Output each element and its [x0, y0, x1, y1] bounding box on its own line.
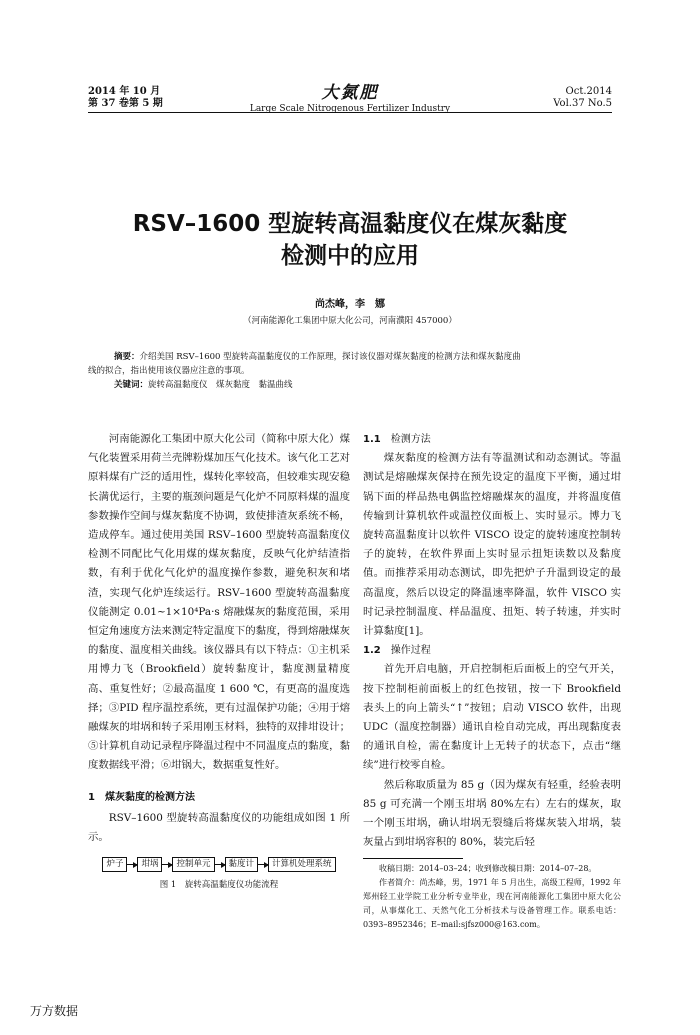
flow-box-control-unit: 控制单元 — [172, 857, 214, 872]
section-1-2-heading — [363, 641, 621, 660]
flow-box-viscometer: 黏度计 — [225, 857, 259, 872]
header-volume: 第 37 卷第 5 期 — [88, 98, 163, 109]
abstract-text-1: 介绍美国 RSV–1600 型旋转高温黏度仪的工作原理，探讨该仪器对煤灰黏度的检测方法和煤灰黏度曲 — [139, 352, 521, 362]
section-1-1-heading — [363, 430, 621, 449]
abstract-block — [88, 350, 612, 392]
footnotes — [363, 862, 621, 932]
abstract-line-1 — [88, 350, 612, 364]
header-volume-en: Vol.37 No.5 — [553, 98, 612, 109]
footnote-received: 收稿日期：2014–03–24；收到修改稿日期：2014–07–28。 — [379, 864, 597, 874]
section-1-1-number: 1.1 — [363, 434, 381, 445]
flow-box-computer: 计算机处理系统 — [268, 857, 336, 872]
flow-arrow — [127, 864, 137, 865]
section-1-text: RSV–1600 型旋转高温黏度仪的功能组成如图 1 所示。 — [88, 811, 350, 844]
right-column — [363, 430, 621, 932]
function-flow-diagram — [88, 857, 350, 872]
section-1-number: 1 — [88, 791, 95, 803]
article-title — [0, 208, 700, 272]
intro-paragraph: 河南能源化工集团中原大化公司（简称中原大化）煤气化装置采用荷兰壳牌粉煤加压气化技术。该气化工艺对原料煤有广泛的适用性，煤转化率较高，但较难实现安稳长满优运行，主要的瓶颈问题是气化炉不同原料煤的温度参数操作空间与煤灰黏度不协调，致使排渣灰系统不畅，造成停车。通过使用美国 RSV–1600 型旋转高温黏度仪检测不同配比气化用煤的煤灰黏度，反映气化炉结渣指数，有利于优化气化炉的温度操作参数，避免积灰和堵渣，实现气化炉连续运行。RSV–1600 型旋转高温黏度仪能测定 0.01~1×10⁴Pa·s 熔融煤灰的黏度范围，采用恒定角速度方法来测定特定温度下的黏度，得到熔融煤灰的黏度、温度相关曲线。该仪器具有以下特点：①主机采用博力飞（Brookfield）旋转黏度计，黏度测量精度高、重复性好；②最高温度 1 600 ℃，有更高的温度选择；③PID 程序温控系统，更有过温保护功能；④用于熔融煤灰的坩埚和转子采用刚玉材料，独特的双排坩设计；⑤计算机自动记录程序降温过程中不同温度点的黏度，黏度数据线平滑；⑥坩锅大，数据重复性好。 — [88, 433, 350, 772]
journal-english-name: Large Scale Nitrogenous Fertilizer Industry — [249, 104, 451, 114]
section-1-1-title: 检测方法 — [390, 434, 431, 445]
section-1-2-paragraph-2: 然后称取质量为 85 g（因为煤灰有轻重，经验表明 85 g 可充满一个刚玉坩埚 80%左右）左右的煤灰，取一个刚玉坩埚，确认坩埚无裂缝后将煤灰装入坩埚，装灰量占到坩埚容积的 80%，装完后轻 — [363, 778, 621, 849]
section-1-2-number: 1.2 — [363, 645, 381, 657]
header-issue-info-en — [553, 86, 612, 110]
footnote-rule — [363, 858, 463, 859]
footnote-author-bio: 作者简介：尚杰峰，男，1971 年 5 月出生，高级工程师，1992 年郑州轻工业学院工业分析专业毕业，现在河南能源化工集团中原大化公司，从事煤化工、天然气化工分析技术与设备管理工作。联系电话：0393–8952346；E–mail:sjfsz000@163.com。 — [363, 878, 621, 930]
affiliation: （河南能源化工集团中原大化公司，河南濮阳 457000） — [243, 316, 457, 326]
title-line-2: 检测中的应用 — [281, 243, 419, 269]
abstract-label: 摘要： — [114, 352, 140, 362]
flow-box-crucible: 坩埚 — [137, 857, 162, 872]
section-1-2-paragraph-1: 首先开启电脑，开启控制柜后面板上的空气开关，按下控制柜前面板上的红色按钮，按一下 Brookfield 表头上的向上箭头“↑”按钮；启动 VISCO 软件，出现 UDC（温度控制器）通讯自检自动完成，再出现黏度表的通讯自检，需在黏度计上无转子的状态下，点击“继续”进行校零自检。 — [363, 663, 621, 772]
journal-logo: 大氮肥 — [321, 83, 379, 103]
keywords-label: 关键词： — [114, 380, 149, 390]
authors: 尚杰峰，李 娜 — [315, 299, 385, 310]
section-1-2-title: 操作过程 — [390, 645, 431, 657]
keywords-line — [88, 378, 612, 392]
watermark-footer: 万方数据 — [30, 1004, 79, 1018]
header-date-en: Oct.2014 — [565, 86, 612, 97]
figure-1-caption: 图 1 旋转高温黏度仪功能流程 — [159, 880, 279, 891]
title-line-1: RSV–1600 型旋转高温黏度仪在煤灰黏度 — [132, 211, 568, 237]
abstract-text-2: 线的拟合，指出使用该仪器应注意的事项。 — [88, 366, 250, 376]
section-1-1-text: 煤灰黏度的检测方法有等温测试和动态测试。等温测试是熔融煤灰保持在预先设定的温度下平衡，通过坩锅下面的样品热电偶监控熔融煤灰的温度，并将温度值传输到计算机软件或温控仪面板上、实时显示。博力飞旋转高温黏度计以软件 VISCO 设定的旋转速度控制转子的旋转，在软件界面上实时显示扭矩读数以及黏度值。而推荐采用动态测试，即先把炉子升温到设定的最高温度，然后以设定的降温速率降温，软件 VISCO 实时记录控制温度、样品温度、扭矩、转子转速，并实时计算黏度[1]。 — [363, 452, 621, 638]
header-rule — [88, 112, 612, 113]
header-date: 2014 年 10 月 — [88, 86, 161, 97]
flow-arrow — [258, 864, 268, 865]
keywords: 旋转高温黏度仪 煤灰黏度 黏温曲线 — [148, 380, 293, 390]
section-1-title: 煤灰黏度的检测方法 — [104, 791, 195, 803]
flow-box-furnace: 炉子 — [102, 857, 127, 872]
section-1-heading — [88, 788, 350, 807]
flow-arrow — [215, 864, 225, 865]
left-column — [88, 430, 350, 895]
flow-arrow — [162, 864, 172, 865]
